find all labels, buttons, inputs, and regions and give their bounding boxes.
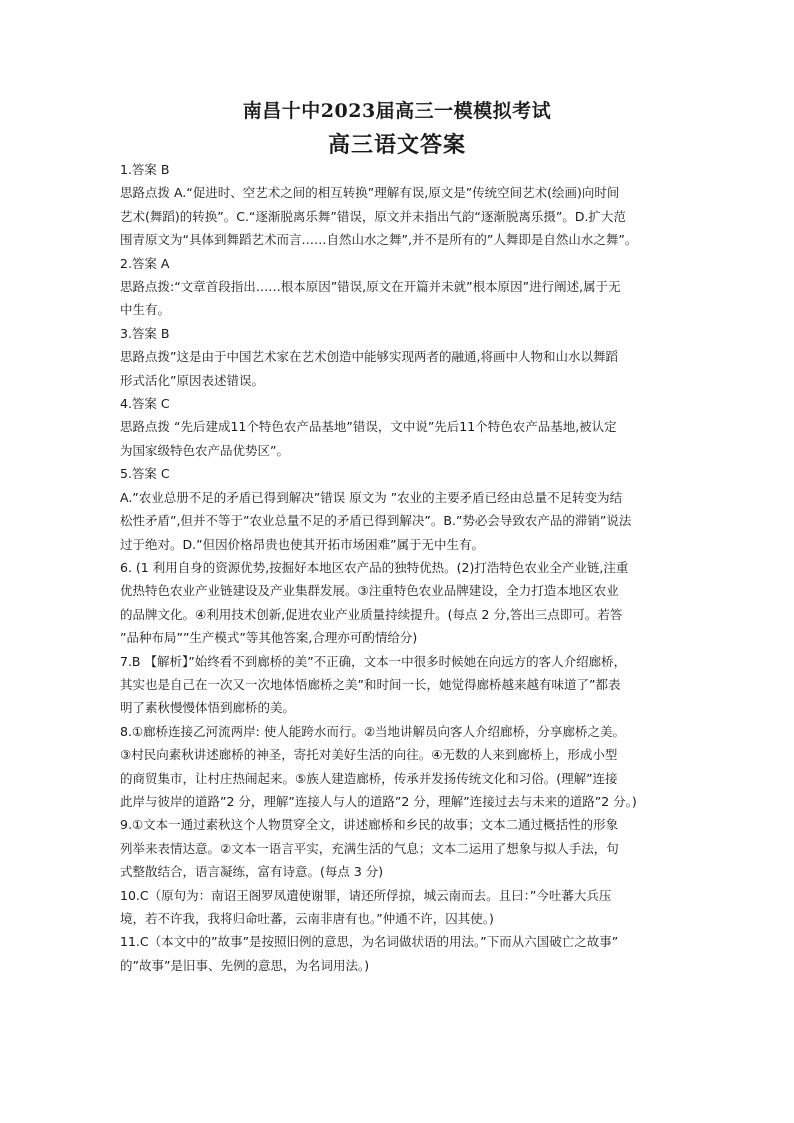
text-line: 10.C（原句为：南诏王阁罗凤遣使谢罪，请还所俘掠，城云南而去。且曰：”今吐蕃大兵压 [120, 887, 612, 903]
text-line: 围青原文为“具体到舞蹈艺术而言……自然山水之舞”,并不是所有的”人舞即是自然山水之舞”。 [120, 232, 638, 248]
text-line: 为国家级特色农产品优势区”。 [120, 442, 289, 458]
text-line: 境，若不许我，我将归命吐蕃，云南非唐有也。”仲通不许，囚其使。) [120, 911, 494, 926]
text-line: 5.答案 C [120, 466, 170, 482]
answer-key-heading: 高三语文答案 [327, 132, 466, 158]
text-line: 2.答案 A [120, 255, 170, 271]
text-line: 7.B 【解析】”始终看不到廊桥的美”不正确，文本一中很多时候她在向远方的客人介绍廊桥， [120, 653, 627, 669]
text-line: 中生有。 [120, 302, 171, 318]
text-line: 1.答案 B [120, 162, 170, 177]
text-line: 松性矛盾”,但并不等于”农业总量不足的矛盾已得到解决”。B.”势必会导致农产品的滞销”说法 [120, 513, 632, 529]
text-line: 4.答案 C [120, 396, 170, 412]
text-line: 思路点拨”这是由于中国艺术家在艺术创造中能够实现两者的融通,将画中人物和山水以舞蹈 [120, 349, 618, 365]
text-line: 过于绝对。D.”但因价格昂贵也使其开拓市场困难”属于无中生有。 [120, 536, 485, 552]
text-line: 的”故事”是旧事、先例的意思，为名词用法。) [120, 957, 370, 973]
answer-body [120, 158, 680, 977]
text-line: 思路点拨 “先后建成11个特色农产品基地”错误，文中说”先后11个特色农产品基地,被认定 [120, 419, 617, 435]
text-line: 形式活化”原因表述错误。 [120, 372, 264, 388]
text-line: A.”农业总册不足的矛盾已得到解决”错误 原文为 ”农业的主要矛盾已经由总量不足转变为结 [120, 489, 623, 505]
text-line: 此岸与彼岸的道路”2 分，理解”连接人与人的道路”2 分，理解”连接过去与未来的道路”2 分。) [120, 793, 637, 809]
text-line: 明了素秋慢慢体悟到廊桥的美。 [120, 700, 296, 716]
text-line: 思路点拨 A.“促进时、空艺术之间的相互转换”理解有误,原文是”传统空间艺术(绘画)向时间 [120, 185, 620, 201]
text-line: ③村民向素秋讲述廊桥的神圣，寄托对美好生活的向往。④无数的人来到廊桥上，形成小型 [120, 747, 618, 763]
text-line: 列举来表情达意。②文本一语言平实，充满生活的气息；文本二运用了想象与拟人手法，句 [120, 840, 619, 856]
text-line: 的品牌文化。④利用技术创新,促进农业产业质量持续提升。(每点 2 分,答出三点即可。若答 [120, 606, 623, 622]
text-line: 3.答案 B [120, 325, 170, 341]
text-line: 6. (1 利用自身的资源优势,按掘好本地区农产品的独特优热。(2)打浩特色农业全产业链,注重 [120, 559, 629, 575]
text-line: ”品种布局””生产模式”等其他答案,合理亦可酌情给分) [120, 630, 418, 646]
text-line: 式整散结合，语言凝练，富有诗意。(每点 3 分) [120, 864, 384, 880]
text-line: 9.①文本一通过素秋这个人物贯穿全文，讲述廊桥和乡民的故事；文本二通过概括性的形象 [120, 817, 619, 833]
text-line: 11.C（本文中的”故事”是按照旧例的意思，为名词做状语的用法。”下而从六国破亡之故事” [120, 934, 619, 950]
text-line: 艺术(舞蹈)的转换”。C.“逐渐脱离乐舞”错误，原文并未指出气韵“逐渐脱离乐摄”。D.扩大范 [120, 208, 626, 224]
text-line: 的商贸集市，让村庄热闹起来。⑤族人建造廊桥，传承并发扬传统文化和习俗。(理解”连接 [120, 770, 618, 786]
text-line: 8.①廊桥连接乙河流两岸: 使人能跨水而行。②当地讲解员向客人介绍廊桥，分享廊桥之美。 [120, 723, 626, 739]
text-line: 思路点拨:“文章首段指出……根本原因”错误,原文在开篇并未就”根本原因”进行阐述,属于无 [120, 279, 621, 295]
text-line: 优热特色农业产业链建设及产业集群发展。③注重特色农业品牌建设，全力打造本地区农业 [120, 583, 619, 599]
text-line: 其实也是自己在一次又一次地体悟廊桥之美”和时间一长，她觉得廊桥越来越有味道了”都表 [120, 676, 621, 692]
exam-title: 南昌十中2023届高三一模模拟考试 [242, 100, 552, 122]
